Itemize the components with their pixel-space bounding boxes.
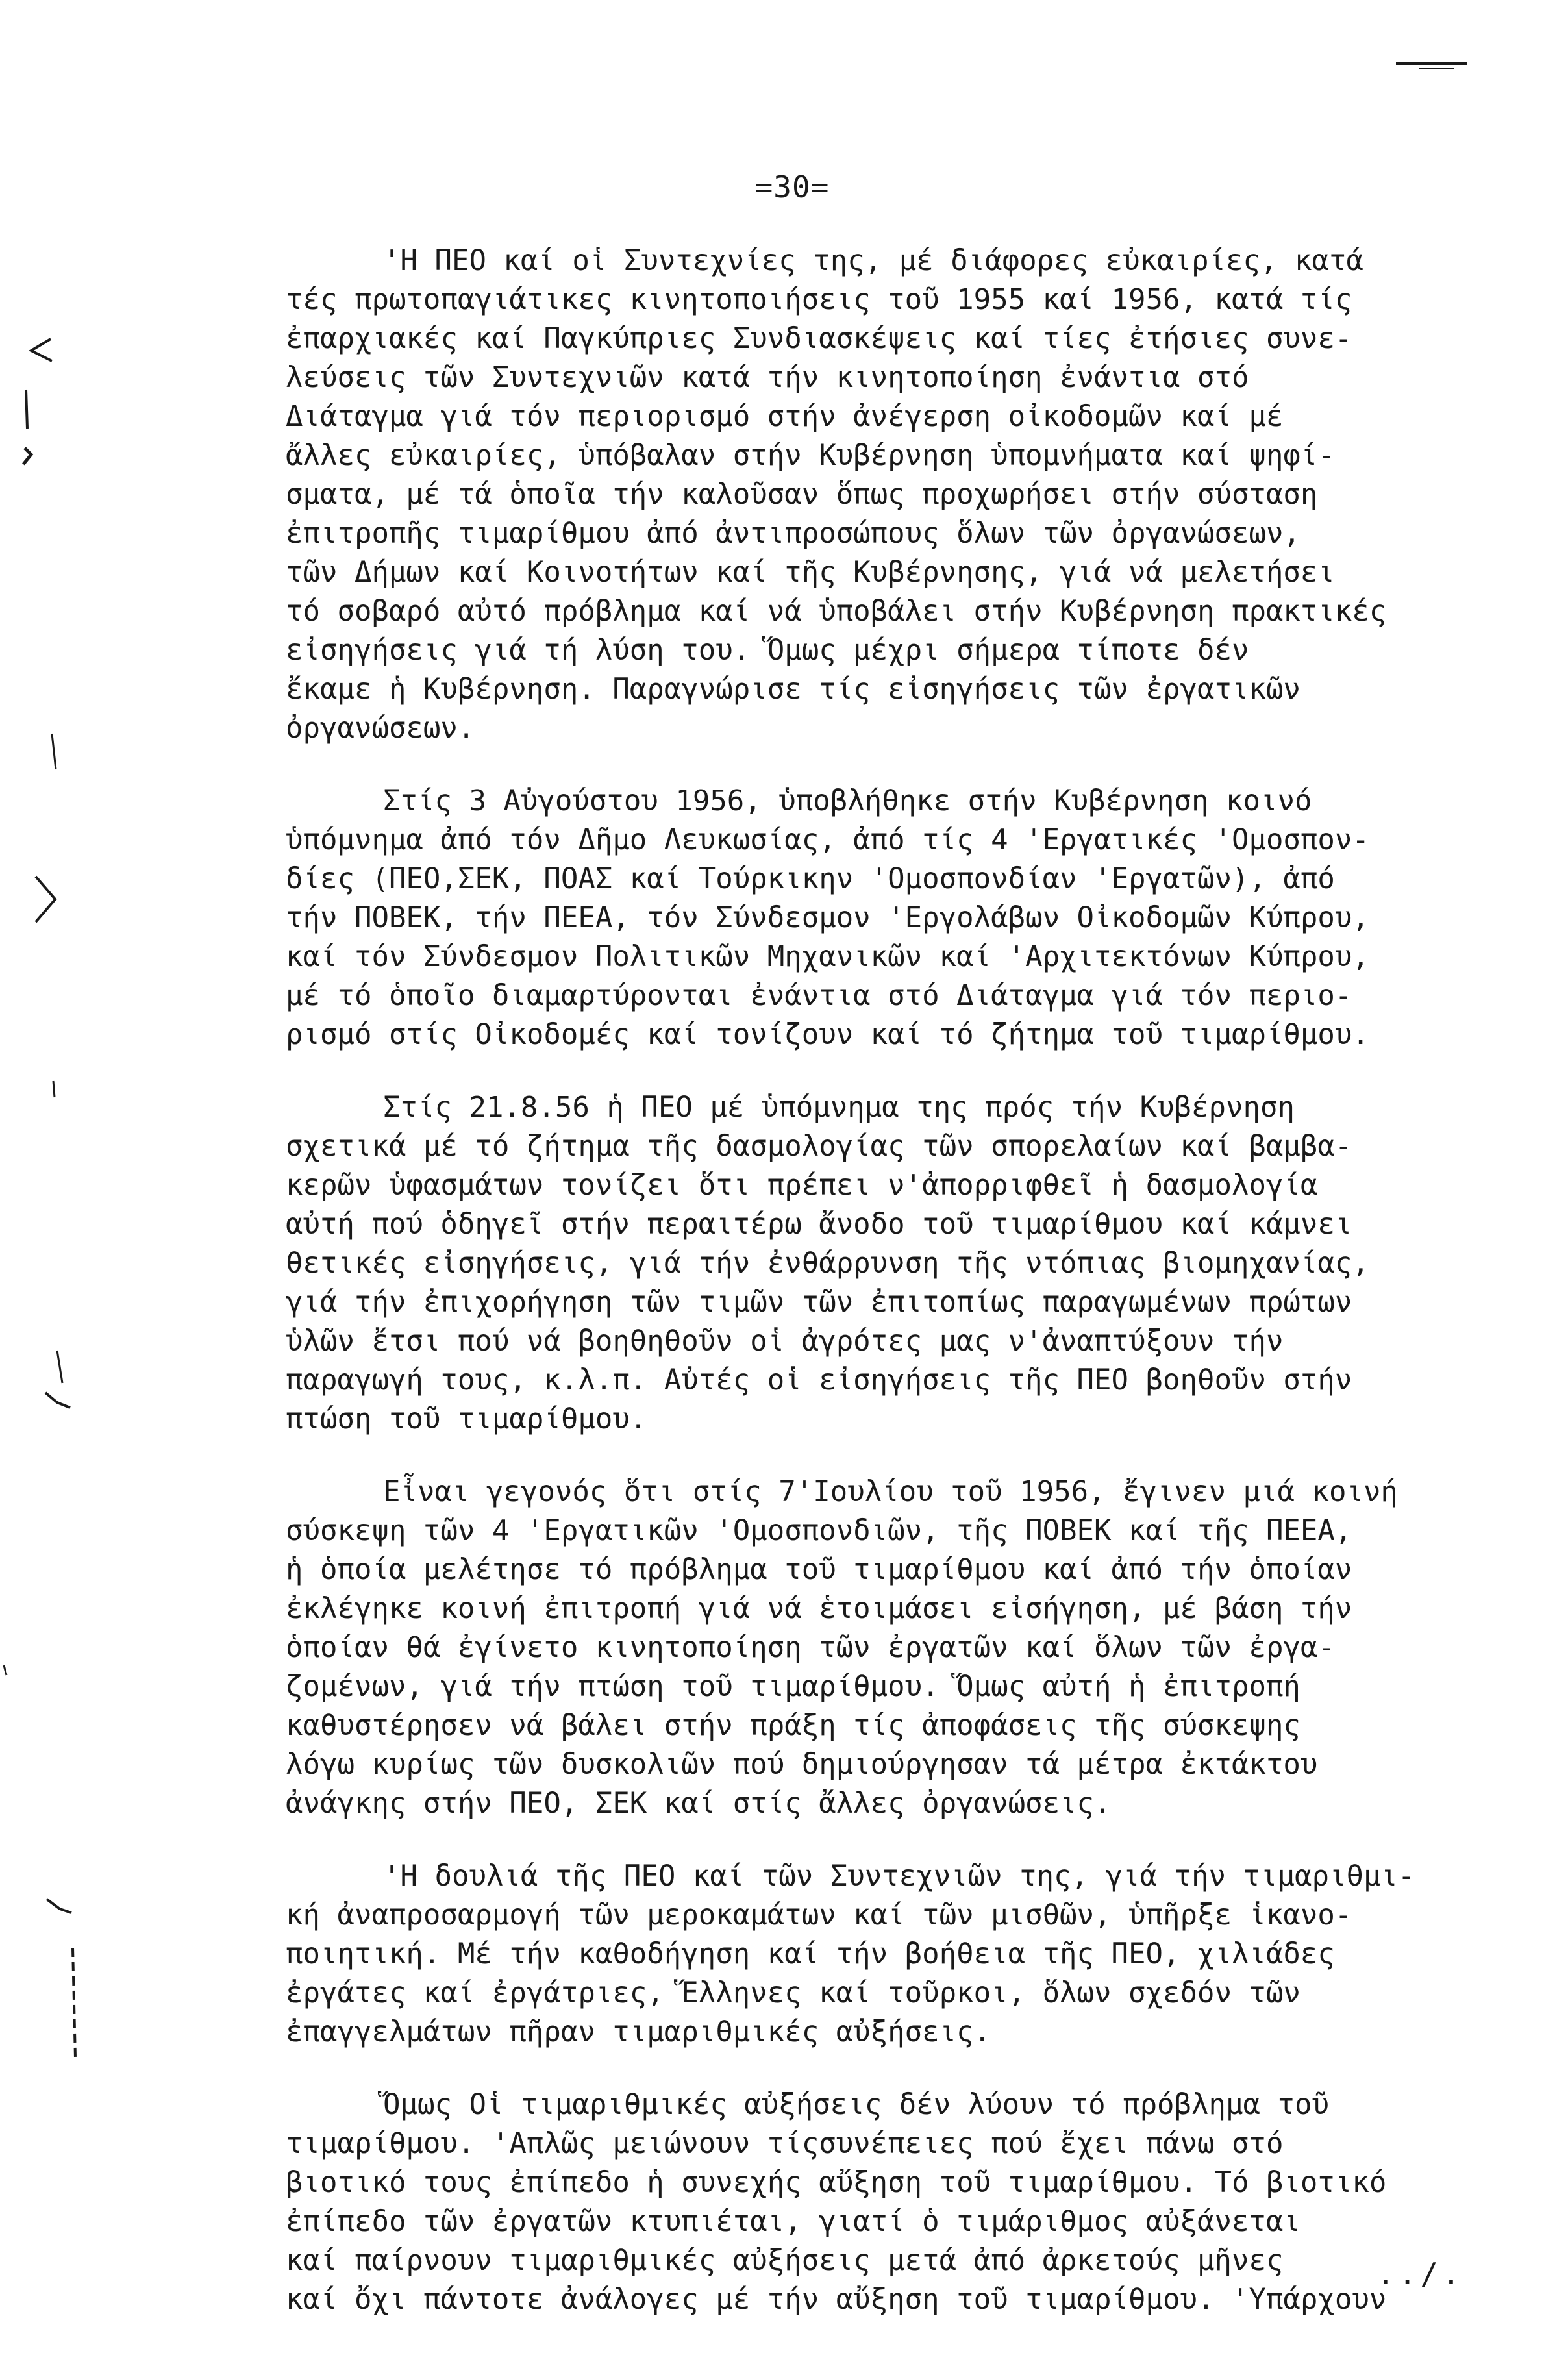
page-number: =30= — [754, 169, 830, 205]
text-line: Στίς 3 Αὐγούστου 1956, ὑποβλήθηκε στήν Κυβέρνηση κοινό — [383, 784, 1312, 817]
text-line: μέ τό ὁποῖο διαμαρτύρονται ἐνάντια στό Διάταγμα γιά τόν περιο- — [286, 979, 1352, 1012]
text-line: καί ὄχι πάντοτε ἀνάλογες μέ τήν αὔξηση τοῦ τιμαρίθμου. 'Υπάρχουν — [286, 2283, 1387, 2316]
continuation-marker: ../. — [1376, 2256, 1464, 2291]
text-line: ρισμό στίς Οἰκοδομές καί τονίζουν καί τό ζήτημα τοῦ τιμαρίθμου. — [286, 1018, 1369, 1051]
text-line: ἐπαρχιακές καί Παγκύπριες Συνδιασκέψεις καί τίες ἐτήσιες συνε- — [286, 322, 1352, 355]
text-line: λόγω κυρίως τῶν δυσκολιῶν πού δημιούργησαν τά μέτρα ἐκτάκτου — [286, 1748, 1318, 1781]
text-line: Ὅμως Οἱ τιμαριθμικές αὐξήσεις δέν λύουν τό πρόβλημα τοῦ — [383, 2088, 1329, 2121]
text-line: σματα, μέ τά ὁποῖα τήν καλοῦσαν ὅπως προχωρήσει στήν σύσταση — [286, 478, 1318, 511]
text-line: 'Η ΠΕΟ καί οἱ Συντεχνίες της, μέ διάφορες εὐκαιρίες, κατά — [383, 244, 1363, 277]
text-line: ἄλλες εὐκαιρίες, ὑπόβαλαν στήν Κυβέρνηση ὑπομνήματα καί ψηφί- — [286, 439, 1335, 472]
text-line: τήν ΠΟΒΕΚ, τήν ΠΕΕΑ, τόν Σύνδεσμον 'Εργολάβων Οἰκοδομῶν Κύπρου, — [286, 901, 1369, 934]
text-line: 'Η δουλιά τῆς ΠΕΟ καί τῶν Συντεχνιῶν της, γιά τήν τιμαριθμι- — [383, 1860, 1415, 1893]
text-line: κή ἀναπροσαρμογή τῶν μεροκαμάτων καί τῶν μισθῶν, ὑπῆρξε ἱκανο- — [286, 1899, 1352, 1932]
margin-scan-marks — [0, 0, 130, 2320]
text-line: ἡ ὁποία μελέτησε τό πρόβλημα τοῦ τιμαρίθμου καί ἀπό τήν ὁποίαν — [286, 1553, 1352, 1586]
text-line: ἐργάτες καί ἐργάτριες, Ἕλληνες καί τοῦρκοι, ὅλων σχεδόν τῶν — [286, 1976, 1300, 2010]
text-line: τῶν Δήμων καί Κοινοτήτων καί τῆς Κυβέρνησης, γιά νά μελετήσει — [286, 556, 1335, 589]
text-line: γιά τήν ἐπιχορήγηση τῶν τιμῶν τῶν ἐπιτοπίως παραγωμένων πρώτων — [286, 1286, 1352, 1319]
text-line: παραγωγή τους, κ.λ.π. Αὐτές οἱ εἰσηγήσεις τῆς ΠΕΟ βοηθοῦν στήν — [286, 1363, 1352, 1397]
text-line: κερῶν ὑφασμάτων τονίζει ὅτι πρέπει ν'ἀπορριφθεῖ ἡ δασμολογία — [286, 1169, 1318, 1202]
paragraph — [286, 1473, 1565, 1823]
text-line: Εἶναι γεγονός ὅτι στίς 7'Ιουλίου τοῦ 1956, ἔγινεν μιά κοινή — [383, 1475, 1398, 1508]
text-line: πτώση τοῦ τιμαρίθμου. — [286, 1402, 647, 1436]
paragraph — [286, 2085, 1565, 2319]
text-line: θετικές εἰσηγήσεις, γιά τήν ἐνθάρρυνση τῆς ντόπιας βιομηχανίας, — [286, 1247, 1369, 1280]
text-line: καθυστέρησεν νά βάλει στήν πράξη τίς ἀποφάσεις τῆς σύσκεψης — [286, 1709, 1300, 1742]
text-line: εἰσηγήσεις γιά τή λύση του. Ὅμως μέχρι σήμερα τίποτε δέν — [286, 634, 1249, 667]
text-line: Στίς 21.8.56 ἡ ΠΕΟ μέ ὑπόμνημα της πρός τήν Κυβέρνηση — [383, 1091, 1295, 1124]
text-line: βιοτικό τους ἐπίπεδο ἡ συνεχής αὔξηση τοῦ τιμαρίθμου. Τό βιοτικό — [286, 2166, 1387, 2199]
text-line: καί τόν Σύνδεσμον Πολιτικῶν Μηχανικῶν καί 'Αρχιτεκτόνων Κύπρου, — [286, 940, 1369, 973]
text-line: καί παίρνουν τιμαριθμικές αὐξήσεις μετά ἀπό ἀρκετούς μῆνες — [286, 2244, 1284, 2277]
text-line: ὑλῶν ἔτσι πού νά βοηθηθοῦν οἱ ἀγρότες μας ν'ἀναπτύξουν τήν — [286, 1325, 1284, 1358]
text-line: ἐπίπεδο τῶν ἐργατῶν κτυπιέται, γιατί ὁ τιμάριθμος αὐξάνεται — [286, 2205, 1300, 2238]
text-line: ἐπιτροπῆς τιμαρίθμου ἀπό ἀντιπροσώπους ὅλων τῶν ὀργανώσεων, — [286, 517, 1300, 550]
text-line: ζομένων, γιά τήν πτώση τοῦ τιμαρίθμου. Ὅμως αὐτή ἡ ἐπιτροπή — [286, 1670, 1300, 1703]
top-rule-mark-small — [1419, 68, 1454, 69]
text-line: Διάταγμα γιά τόν περιορισμό στήν ἀνέγερση οἰκοδομῶν καί μέ — [286, 400, 1284, 433]
text-line: λεύσεις τῶν Συντεχνιῶν κατά τήν κινητοποίηση ἐνάντια στό — [286, 361, 1249, 394]
text-line: δίες (ΠΕΟ,ΣΕΚ, ΠΟΑΣ καί Τούρκικην 'Ομοσπονδίαν 'Εργατῶν), ἀπό — [286, 862, 1335, 895]
paragraph — [286, 242, 1565, 748]
text-line: τιμαρίθμου. 'Απλῶς μειώνουν τίςσυνέπειες πού ἔχει πάνω στό — [286, 2127, 1284, 2160]
paragraph — [286, 1857, 1565, 2052]
text-line: ὑπόμνημα ἀπό τόν Δῆμο Λευκωσίας, ἀπό τίς 4 'Εργατικές 'Ομοσπον- — [286, 823, 1369, 856]
text-line: ἐκλέγηκε κοινή ἐπιτροπή γιά νά ἑτοιμάσει εἰσήγηση, μέ βάση τήν — [286, 1592, 1352, 1625]
text-line: σύσκεψη τῶν 4 'Εργατικῶν 'Ομοσπονδιῶν, τῆς ΠΟΒΕΚ καί τῆς ΠΕΕΑ, — [286, 1514, 1352, 1547]
text-line: ὁποίαν θά ἐγίνετο κινητοποίηση τῶν ἐργατῶν καί ὅλων τῶν ἐργα- — [286, 1631, 1335, 1664]
text-line: ἀνάγκης στήν ΠΕΟ, ΣΕΚ καί στίς ἄλλες ὀργανώσεις. — [286, 1787, 1112, 1820]
text-line: ἐπαγγελμάτων πῆραν τιμαριθμικές αὐξήσεις. — [286, 2015, 991, 2048]
text-line: ὀργανώσεων. — [286, 712, 475, 745]
text-line: σχετικά μέ τό ζήτημα τῆς δασμολογίας τῶν σπορελαίων καί βαμβα- — [286, 1130, 1352, 1163]
top-rule-mark — [1396, 62, 1467, 65]
text-line: ποιητική. Μέ τήν καθοδήγηση καί τήν βοήθεια τῆς ΠΕΟ, χιλιάδες — [286, 1937, 1335, 1971]
text-line: τό σοβαρό αὐτό πρόβλημα καί νά ὑποβάλει στήν Κυβέρνηση πρακτικές — [286, 595, 1387, 628]
document-body — [286, 242, 1565, 2353]
paragraph — [286, 1088, 1565, 1439]
text-line: αὐτή πού ὁδηγεῖ στήν περαιτέρω ἄνοδο τοῦ τιμαρίθμου καί κάμνει — [286, 1208, 1352, 1241]
text-line: τές πρωτοπαγιάτικες κινητοποιήσεις τοῦ 1955 καί 1956, κατά τίς — [286, 283, 1352, 316]
text-line: ἔκαμε ἡ Κυβέρνηση. Παραγνώρισε τίς εἰσηγήσεις τῶν ἐργατικῶν — [286, 673, 1300, 706]
paragraph — [286, 782, 1565, 1054]
